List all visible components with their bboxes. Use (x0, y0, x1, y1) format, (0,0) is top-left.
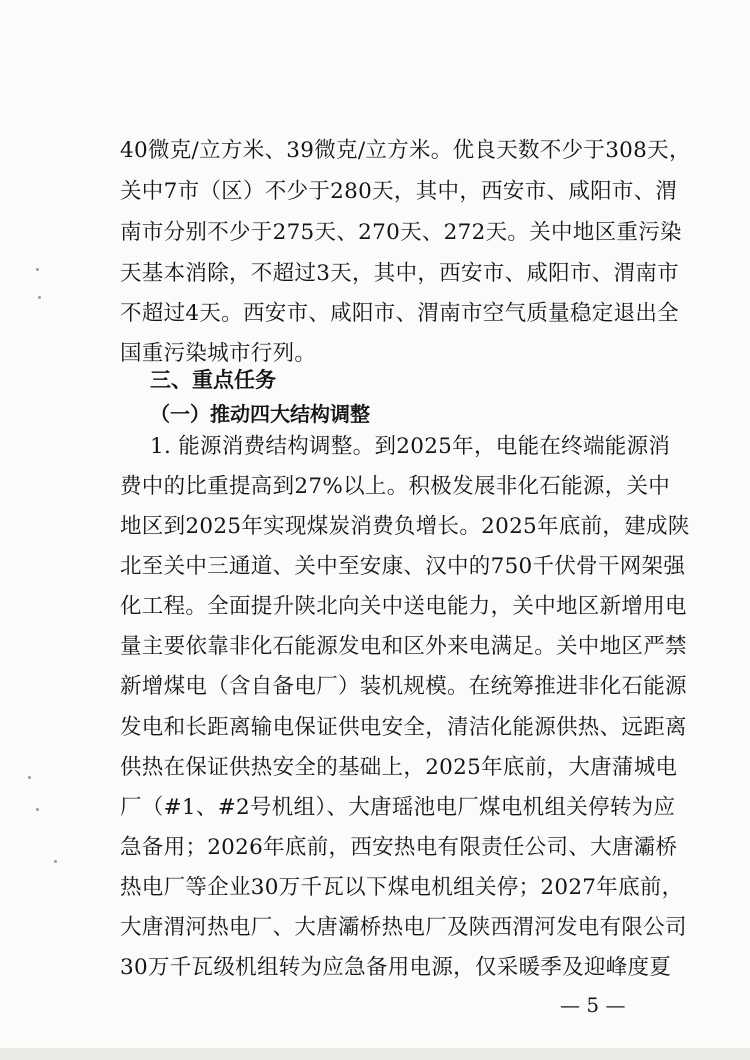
body-text-line: 40微克/立方米、39微克/立方米。优良天数不少于308天， (120, 138, 691, 163)
body-text-line: 化工程。全面提升陕北向关中送电能力，关中地区新增用电 (120, 594, 687, 619)
body-text-line: 南市分别不少于275天、270天、272天。关中地区重污染 (120, 220, 682, 245)
body-text-line: 费中的比重提高到27%以上。积极发展非化石能源，关中 (120, 474, 671, 499)
body-text-line: 热电厂等企业30万千瓦以下煤电机组关停；2027年底前， (120, 875, 684, 900)
scan-speck (28, 776, 31, 779)
body-text-line: 急备用；2026年底前，西安热电有限责任公司、大唐灞桥 (120, 835, 678, 860)
scan-speck (36, 268, 39, 271)
body-text-line: 不超过4天。西安市、咸阳市、渭南市空气质量稳定退出全 (120, 301, 679, 326)
body-text-line: 厂（#1、#2号机组）、大唐瑶池电厂煤电机组关停转为应 (120, 795, 676, 820)
page-number: — 5 — (560, 993, 626, 1017)
body-text-line: 大唐渭河热电厂、大唐灞桥热电厂及陕西渭河发电有限公司 (120, 915, 687, 940)
scan-bottom-edge (0, 1048, 750, 1060)
body-text-line: 国重污染城市行列。 (120, 341, 317, 366)
body-text-line: 30万千瓦级机组转为应急备用电源，仅采暖季及迎峰度夏 (120, 955, 672, 980)
body-text-line: 天基本消除，不超过3天，其中，西安市、咸阳市、渭南市 (120, 261, 679, 286)
body-text-line: 供热在保证供热安全的基础上，2025年底前，大唐蒲城电 (120, 755, 678, 780)
body-text-line: 新增煤电（含自备电厂）装机规模。在统筹推进非化石能源 (120, 674, 687, 699)
body-text-line: 关中7市（区）不少于280天，其中，西安市、咸阳市、渭 (120, 179, 678, 204)
body-text-line: 量主要依靠非化石能源发电和区外来电满足。关中地区严禁 (120, 634, 687, 659)
subsection-heading: （一）推动四大结构调整 (150, 402, 370, 426)
scan-speck (54, 860, 57, 863)
body-text-line: 北至关中三通道、关中至安康、汉中的750千伏骨干网架强 (120, 554, 686, 579)
body-text-line: 1. 能源消费结构调整。到2025年，电能在终端能源消 (150, 434, 671, 459)
body-text-line: 发电和长距离输电保证供电安全，清洁化能源供热、远距离 (120, 715, 687, 740)
section-heading: 三、重点任务 (150, 368, 276, 392)
body-text-line: 地区到2025年实现煤炭消费负增长。2025年底前，建成陕 (120, 514, 690, 539)
scan-speck (36, 808, 39, 811)
scan-speck (38, 296, 41, 299)
